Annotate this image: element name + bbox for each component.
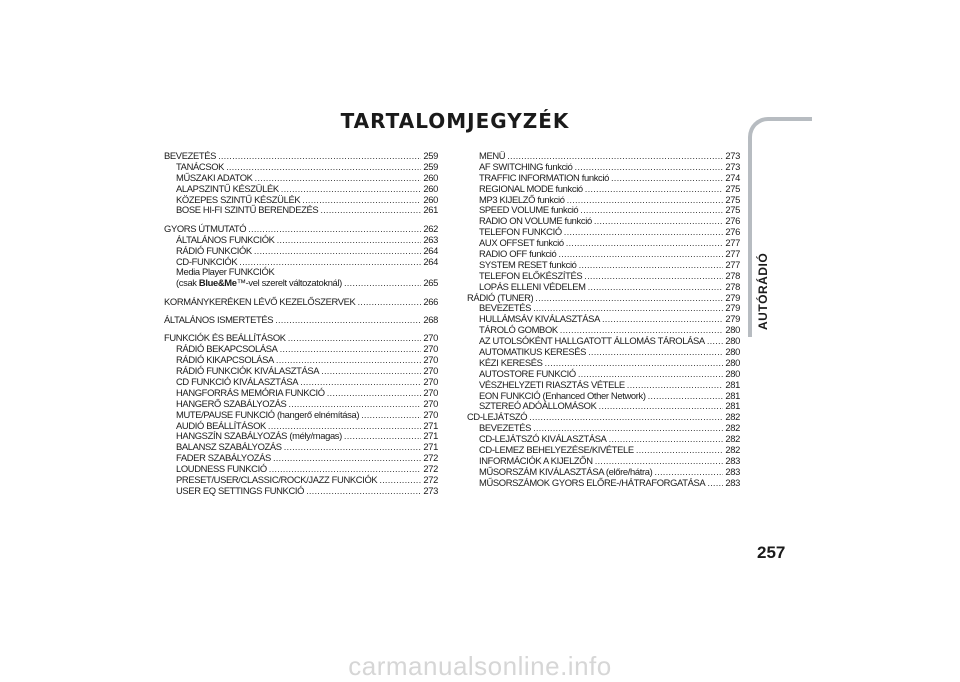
toc-entry-label: BALANSZ SZABÁLYOZÁS [176, 441, 282, 453]
toc-page-number: 279 [725, 313, 740, 325]
toc-page-number: 276 [725, 226, 740, 238]
toc-page-number: 270 [423, 397, 438, 409]
toc-entry-label: AUDIÓ BEÁLLÍTÁSOK [176, 419, 266, 431]
toc-entry-label: LOUDNESS FUNKCIÓ [176, 463, 267, 475]
toc-leader-dots [280, 344, 422, 355]
toc-entry[interactable] [164, 184, 438, 195]
toc-entry[interactable] [467, 380, 740, 391]
toc-page-number: 264 [423, 244, 438, 256]
toc-page-number: 277 [725, 237, 740, 249]
toc-page-number: 278 [725, 280, 740, 292]
toc-entry[interactable] [467, 184, 740, 195]
toc-entry-label: RADIO OFF funkció [479, 248, 557, 259]
toc-right-column [467, 151, 740, 489]
toc-page-number: 275 [725, 182, 740, 194]
toc-page-number: 265 [423, 277, 438, 289]
toc-entry-label: RÁDIÓ KIKAPCSOLÁSA [176, 354, 274, 366]
toc-entry[interactable] [164, 410, 438, 421]
toc-entry-label: RÁDIÓ (TUNER) [467, 291, 534, 303]
toc-page-number: 280 [725, 324, 740, 336]
toc-page-number: 260 [423, 171, 438, 183]
toc-page-number: 279 [725, 291, 740, 303]
toc-entry-label: CD FUNKCIÓ KIVÁLASZTÁSA [176, 376, 299, 388]
toc-entry-label: HANGSZÍN SZABÁLYOZÁS (mély/magas) [176, 430, 342, 442]
toc-page-number: 283 [725, 465, 740, 477]
toc-page-number: 275 [725, 204, 740, 216]
toc-page-number: 270 [423, 376, 438, 388]
toc-leader-dots [707, 478, 723, 489]
toc-entry-label: RÁDIÓ BEKAPCSOLÁSA [176, 343, 278, 355]
toc-page-number: 259 [423, 160, 438, 172]
toc-entry[interactable] [164, 205, 438, 216]
toc-leader-dots [255, 173, 422, 184]
toc-leader-dots [284, 442, 422, 453]
toc-entry-label: KORMÁNYKERÉKEN LÉVŐ KEZELŐSZERVEK [164, 295, 356, 307]
toc-page-number: 268 [423, 314, 438, 326]
toc-page-number: 282 [725, 444, 740, 456]
toc-leader-dots [277, 235, 422, 246]
toc-leader-dots [321, 366, 421, 377]
toc-entry-label: CD-LEJÁTSZÓ [467, 411, 528, 423]
toc-entry[interactable] [467, 282, 740, 293]
toc-page-number: 266 [423, 295, 438, 307]
toc-entry-label: RADIO ON VOLUME funkció [479, 215, 592, 227]
toc-entry-label: VÉSZHELYZETI RIASZTÁS VÉTELE [479, 378, 625, 390]
toc-leader-dots [579, 260, 724, 271]
toc-leader-dots [361, 410, 421, 421]
toc-leader-dots [306, 486, 421, 497]
toc-page-number: 273 [725, 149, 740, 161]
toc-page-number: 274 [725, 171, 740, 183]
toc-entry[interactable] [164, 246, 438, 257]
toc-page-number: 270 [423, 332, 438, 344]
toc-entry-label: BEVEZETÉS [479, 422, 532, 434]
toc-leader-dots [379, 475, 421, 486]
toc-entry-label: RÁDIÓ FUNKCIÓK [176, 244, 252, 256]
toc-leader-dots [529, 412, 723, 423]
toc-entry-label: HANGFORRÁS MEMÓRIA FUNKCIÓ [176, 386, 325, 398]
toc-leader-dots [344, 431, 421, 442]
toc-page-number: 279 [725, 302, 740, 314]
toc-entry-label: MUTE/PAUSE FUNKCIÓ (hangerő elnémítása) [176, 408, 360, 420]
toc-leader-dots [648, 391, 724, 402]
toc-entry-label: RÁDIÓ FUNKCIÓK KIVÁLASZTÁSA [176, 365, 320, 377]
toc-page-number: 277 [725, 248, 740, 259]
toc-leader-dots [564, 227, 724, 238]
toc-leader-dots [302, 195, 421, 206]
toc-page-number: 282 [725, 411, 740, 423]
toc-leader-dots [627, 380, 724, 391]
toc-entry-label: BEVEZETÉS [479, 302, 532, 314]
toc-entry-label: EON FUNKCIÓ (Enhanced Other Network) [479, 389, 646, 401]
toc-page-number: 259 [423, 149, 438, 161]
toc-leader-dots [611, 173, 723, 184]
toc-page-number: 275 [725, 193, 740, 205]
toc-entry-label: CD-LEJÁTSZÓ KIVÁLASZTÁSA [479, 433, 607, 445]
toc-leader-dots [254, 246, 422, 257]
watermark: carmanualsonline.info [348, 651, 612, 681]
toc-entry-label: MŰSORSZÁM KIVÁLASZTÁSA (előre/hátra) [479, 465, 653, 477]
toc-page-number: 282 [725, 422, 740, 434]
toc-entry-label: AUX OFFSET funkció [479, 237, 564, 249]
toc-entry-label: TÁROLÓ GOMBOK [479, 324, 558, 336]
toc-page-number: 282 [725, 433, 740, 445]
toc-leader-dots [584, 271, 723, 282]
toc-leader-dots [599, 401, 724, 412]
toc-entry-label: MŰSZAKI ADATOK [176, 171, 253, 183]
toc-page-number: 260 [423, 182, 438, 194]
toc-page-number: 270 [423, 408, 438, 420]
toc-entry-label: SZTEREÓ ADÓÁLLOMÁSOK [479, 400, 597, 412]
toc-entry-label: AUTOSTORE FUNKCIÓ [479, 367, 576, 379]
toc-page-number: 270 [423, 354, 438, 366]
toc-entry[interactable] [164, 235, 438, 246]
toc-leader-dots [566, 238, 724, 249]
toc-leader-dots [707, 336, 724, 347]
toc-entry-label: AF SWITCHING funkció [479, 160, 573, 172]
toc-entry-label: (csak Blue&Me™-vel szerelt változatoknál) [176, 277, 342, 289]
toc-leader-dots [281, 184, 422, 195]
toc-entry-label: KÖZEPES SZINTŰ KÉSZÜLÉK [176, 193, 301, 205]
toc-page-number: 271 [423, 441, 438, 453]
page-title: TARTALOMJEGYZÉK [340, 109, 570, 133]
toc-page-number: 283 [725, 476, 740, 488]
toc-page-number: 277 [725, 258, 740, 270]
toc-leader-dots [585, 184, 724, 195]
toc-entry-label: SYSTEM RESET funkció [479, 258, 577, 270]
toc-leader-dots [588, 347, 723, 358]
toc-entry-label: CD-LEMEZ BEHELYEZÉSE/KIVÉTELE [479, 444, 634, 456]
toc-section-entry[interactable] [164, 297, 438, 308]
toc-page-number: 271 [423, 419, 438, 431]
toc-leader-dots [588, 282, 724, 293]
toc-entry-label: SPEED VOLUME funkció [479, 204, 579, 216]
toc-section-entry[interactable] [164, 315, 438, 326]
toc-page-number: 280 [725, 346, 740, 358]
toc-page-number: 273 [423, 484, 438, 496]
toc-leader-dots [602, 314, 723, 325]
toc-page-number: 276 [725, 215, 740, 227]
toc-leader-dots [275, 315, 421, 326]
toc-entry[interactable] [467, 478, 740, 489]
toc-entry[interactable] [164, 486, 438, 497]
toc-page-number: 272 [423, 463, 438, 475]
page-number: 257 [757, 543, 786, 562]
toc-entry-label: FUNKCIÓK ÉS BEÁLLÍTÁSOK [164, 332, 286, 344]
toc-leader-dots [288, 333, 422, 344]
toc-leader-dots [226, 162, 421, 173]
toc-leader-dots [320, 205, 421, 216]
toc-entry-label: INFORMÁCIÓK A KIJELZŐN [479, 454, 593, 466]
toc-entry[interactable] [164, 278, 438, 289]
toc-page-number: 278 [725, 269, 740, 281]
toc-page-number: 262 [423, 222, 438, 234]
toc-page-number: 271 [423, 430, 438, 442]
toc-entry-label: FADER SZABÁLYOZÁS [176, 452, 271, 464]
toc-leader-dots [594, 216, 724, 227]
toc-entry-label: Media Player FUNKCIÓK [176, 266, 275, 278]
toc-entry-label: HULLÁMSÁV KIVÁLASZTÁSA [479, 313, 600, 325]
toc-leader-dots [344, 278, 421, 289]
toc-page-number: 281 [725, 389, 740, 401]
toc-entry-label: BEVEZETÉS [164, 149, 217, 161]
toc-page-number: 272 [423, 452, 438, 464]
toc-page-number: 281 [725, 378, 740, 390]
toc-entry-label: MŰSORSZÁMOK GYORS ELŐRE-/HÁTRAFORGATÁSA [479, 476, 706, 488]
toc-entry-label: ÁLTALÁNOS FUNKCIÓK [176, 233, 275, 245]
toc-entry-label: GYORS ÚTMUTATÓ [164, 222, 247, 234]
toc-entry-label: TRAFFIC INFORMATION funkció [479, 171, 609, 183]
toc-page-number: 270 [423, 386, 438, 398]
toc-entry-label: AUTOMATIKUS KERESÉS [479, 346, 587, 358]
toc-page-number: 280 [725, 356, 740, 368]
toc-entry-label: LOPÁS ELLENI VÉDELEM [479, 280, 586, 292]
toc-entry-label: ALAPSZINTŰ KÉSZÜLÉK [176, 182, 279, 194]
toc-entry-label: TELEFON FUNKCIÓ [479, 226, 562, 238]
toc-page-number: 264 [423, 255, 438, 267]
toc-entry-label: ÁLTALÁNOS ISMERTETÉS [164, 314, 274, 326]
toc-leader-dots [558, 249, 723, 260]
toc-page-number: 280 [725, 335, 740, 347]
toc-entry-label: TELEFON ELŐKÉSZÍTÉS [479, 269, 583, 281]
toc-entry-label: MENÜ [479, 149, 506, 161]
toc-page-number: 270 [423, 365, 438, 377]
toc-leader-dots [273, 453, 421, 464]
toc-leader-dots [580, 205, 723, 216]
toc-leader-dots [567, 195, 724, 206]
toc-leader-dots [535, 293, 723, 304]
toc-page-number: 273 [725, 160, 740, 172]
chapter-tab-label: AUTÓRÁDIÓ [756, 252, 770, 330]
toc-entry-label: AZ UTOLSÓKÉNT HALLGATOTT ÁLLOMÁS TÁROLÁSA [479, 335, 705, 347]
toc-page-number: 261 [423, 204, 438, 216]
toc-entry-label: REGIONAL MODE funkció [479, 182, 583, 194]
toc-page-number: 283 [725, 454, 740, 466]
toc-entry-label: KÉZI KERESÉS [479, 356, 543, 368]
toc-page-number: 280 [725, 367, 740, 379]
toc-entry-label: HANGERŐ SZABÁLYOZÁS [176, 397, 287, 409]
toc-leader-dots [327, 388, 422, 399]
toc-page-number: 270 [423, 343, 438, 355]
toc-entry-label: USER EQ SETTINGS FUNKCIÓ [176, 484, 305, 496]
toc-page-number: 272 [423, 474, 438, 486]
toc-entry-label: PRESET/USER/CLASSIC/ROCK/JAZZ FUNKCIÓK [176, 474, 378, 486]
toc-entry-label: TANÁCSOK [176, 160, 225, 172]
toc-leader-dots [636, 445, 724, 456]
toc-page-number: 260 [423, 193, 438, 205]
toc-leader-dots [357, 297, 421, 308]
toc-page-number: 281 [725, 400, 740, 412]
toc-entry-label: MP3 KIJELZŐ funkció [479, 193, 565, 205]
toc-entry-label: CD-FUNKCIÓK [176, 255, 238, 267]
toc-entry-label: BOSE HI-FI SZINTŰ BERENDEZÉS [176, 204, 319, 216]
toc-left-column [164, 151, 438, 497]
toc-page-number: 263 [423, 233, 438, 245]
toc-leader-dots [218, 151, 421, 162]
